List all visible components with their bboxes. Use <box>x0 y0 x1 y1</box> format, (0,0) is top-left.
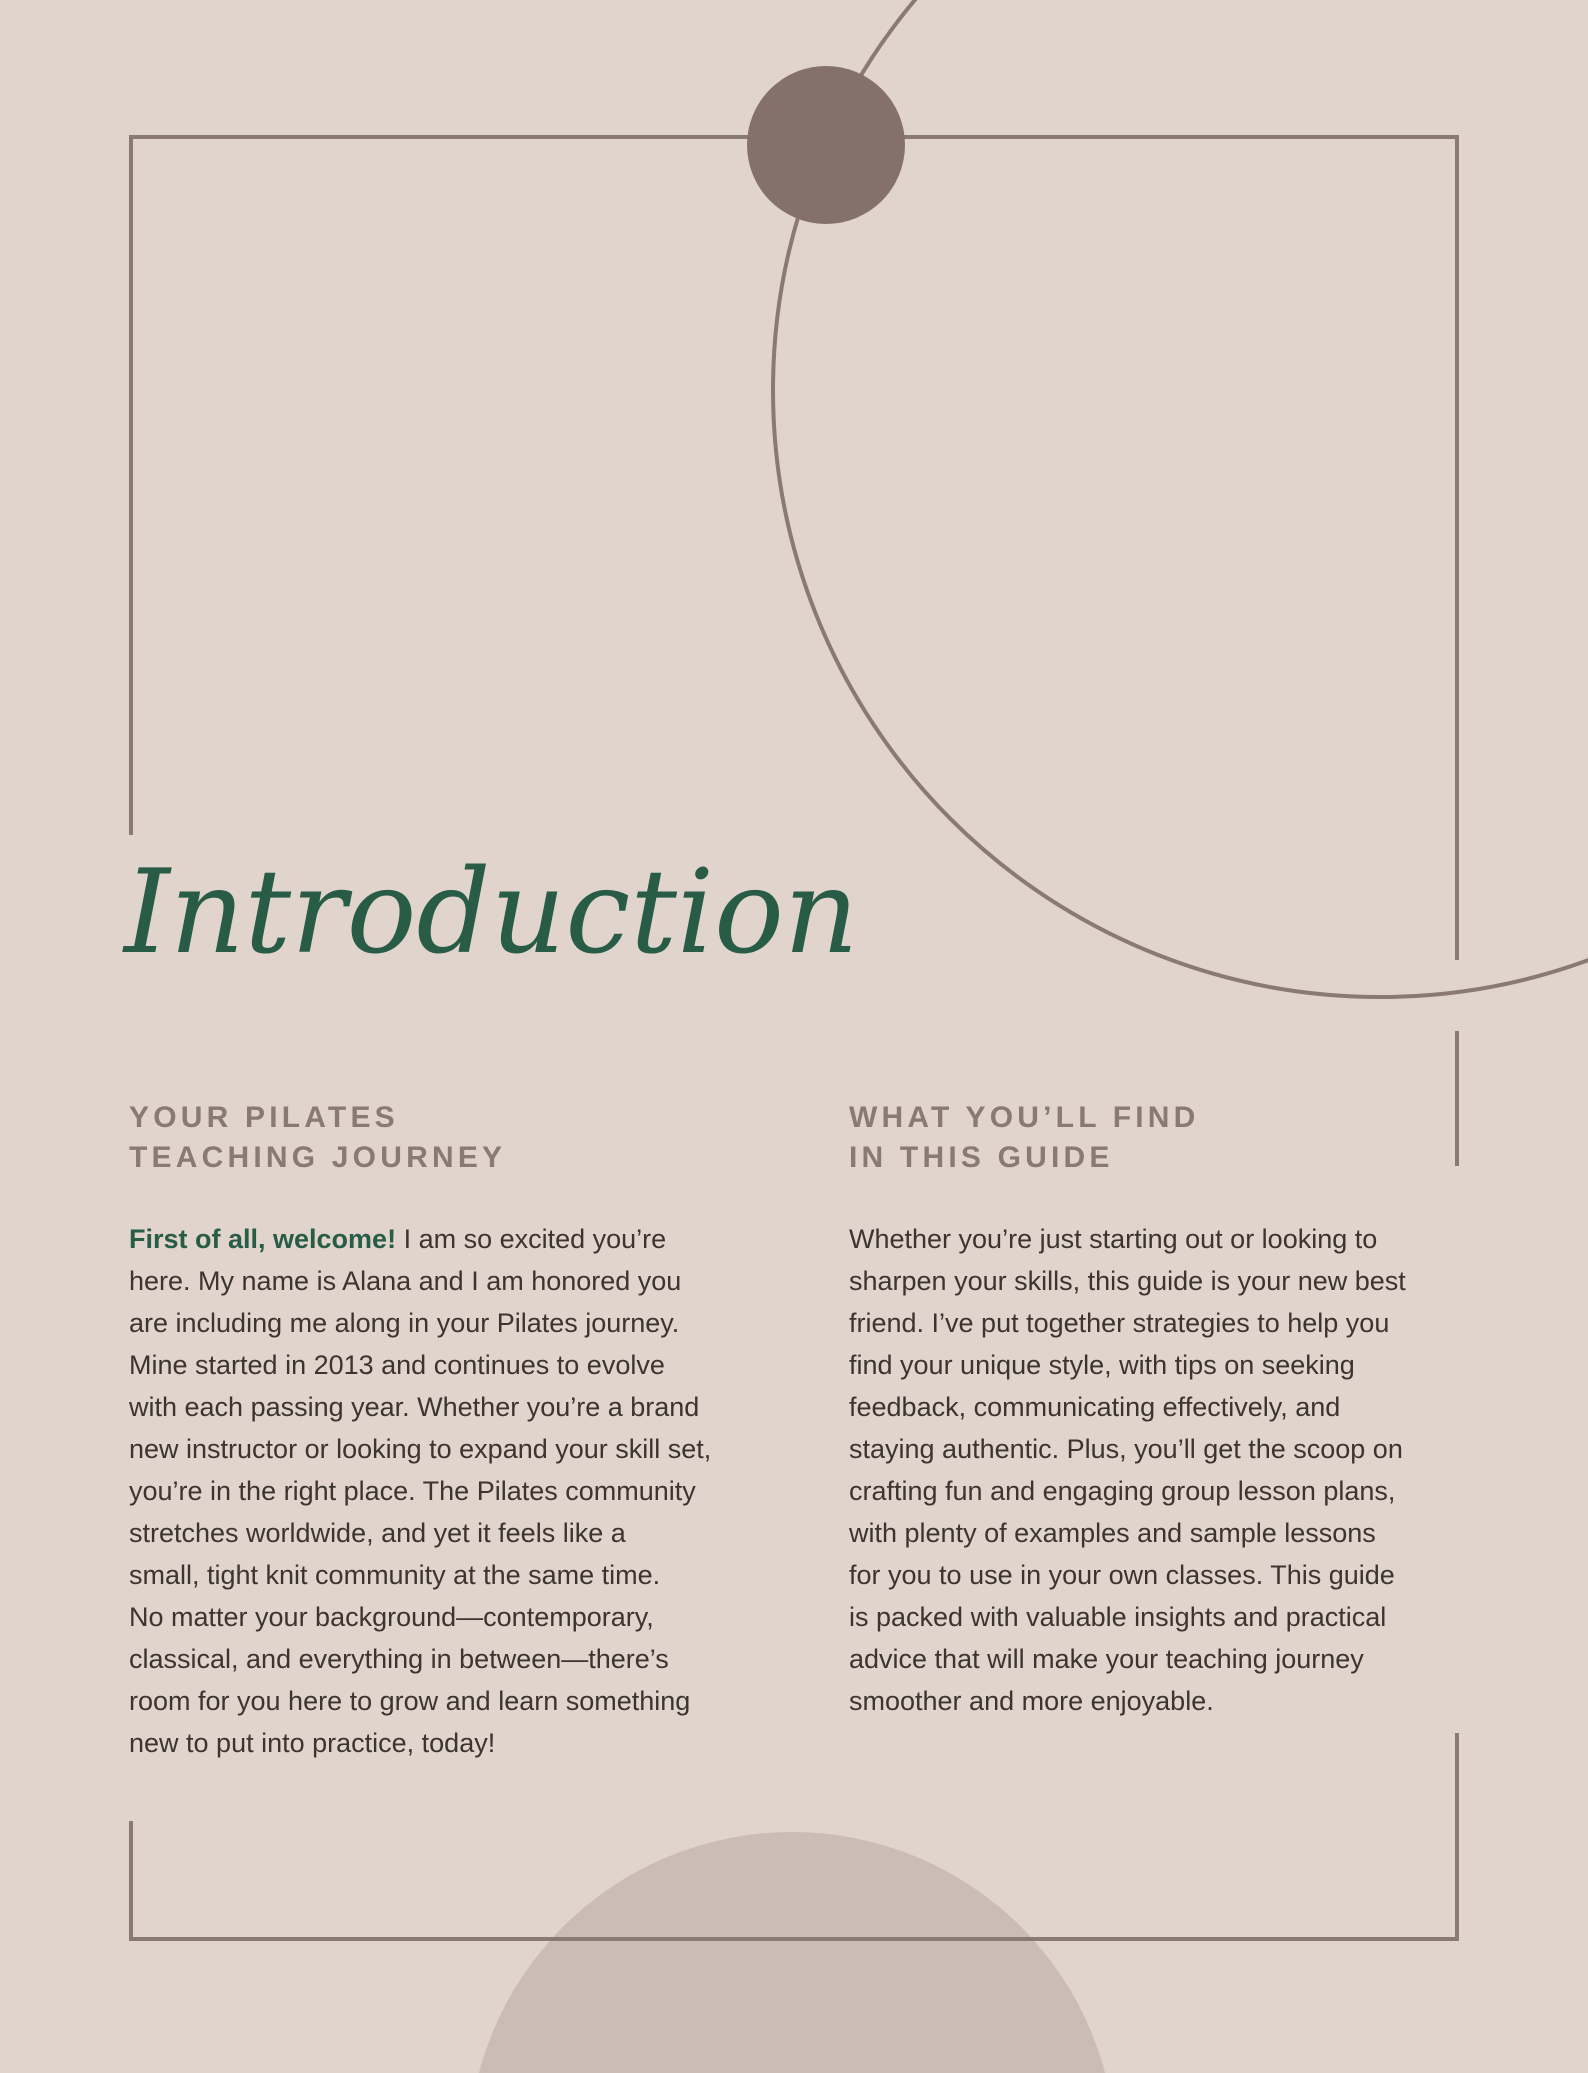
body-line <box>129 1218 759 1260</box>
left-heading-line: TEACHING JOURNEY <box>129 1141 507 1174</box>
body-line: with each passing year. Whether you’re a brand <box>129 1392 700 1422</box>
left-heading-line: YOUR PILATES <box>129 1101 399 1134</box>
body-line: are including me along in your Pilates journey. <box>129 1308 680 1338</box>
body-line: new to put into practice, today! <box>129 1728 496 1758</box>
bottom-circle-shape <box>468 1832 1116 2073</box>
left-column <box>129 1098 759 1764</box>
page-title: Introduction <box>124 845 859 980</box>
right-heading-line: IN THIS GUIDE <box>849 1141 1114 1174</box>
right-heading-line: WHAT YOU’LL FIND <box>849 1101 1200 1134</box>
right-column <box>849 1098 1479 1722</box>
body-line: Whether you’re just starting out or looking to <box>849 1224 1378 1254</box>
right-body <box>849 1218 1479 1722</box>
left-body <box>129 1218 759 1764</box>
body-line: here. My name is Alana and I am honored you <box>129 1266 682 1296</box>
body-line: with plenty of examples and sample lessons <box>849 1518 1376 1548</box>
body-line: Mine started in 2013 and continues to evolve <box>129 1350 665 1380</box>
dark-dot <box>747 66 905 224</box>
body-line: you’re in the right place. The Pilates community <box>129 1476 696 1506</box>
right-heading <box>849 1098 1479 1178</box>
body-line-rest: I am so excited you’re <box>396 1224 667 1254</box>
body-line: small, tight knit community at the same time. <box>129 1560 661 1590</box>
body-line: is packed with valuable insights and practical <box>849 1602 1387 1632</box>
body-line: crafting fun and engaging group lesson plans, <box>849 1476 1396 1506</box>
body-line: staying authentic. Plus, you’ll get the scoop on <box>849 1434 1403 1464</box>
body-line: advice that will make your teaching journey <box>849 1644 1364 1674</box>
body-line: find your unique style, with tips on seeking <box>849 1350 1355 1380</box>
body-line: sharpen your skills, this guide is your new best <box>849 1266 1406 1296</box>
body-line: smoother and more enjoyable. <box>849 1686 1214 1716</box>
body-line: friend. I’ve put together strategies to help you <box>849 1308 1390 1338</box>
welcome-lead-in: First of all, welcome! <box>129 1224 397 1254</box>
left-heading <box>129 1098 759 1178</box>
body-line: room for you here to grow and learn something <box>129 1686 691 1716</box>
body-line: stretches worldwide, and yet it feels like a <box>129 1518 626 1548</box>
body-line: for you to use in your own classes. This guide <box>849 1560 1395 1590</box>
body-line: classical, and everything in between—there’s <box>129 1644 669 1674</box>
body-line: feedback, communicating effectively, and <box>849 1392 1341 1422</box>
body-line: No matter your background—contemporary, <box>129 1602 654 1632</box>
body-line: new instructor or looking to expand your skill set, <box>129 1434 712 1464</box>
